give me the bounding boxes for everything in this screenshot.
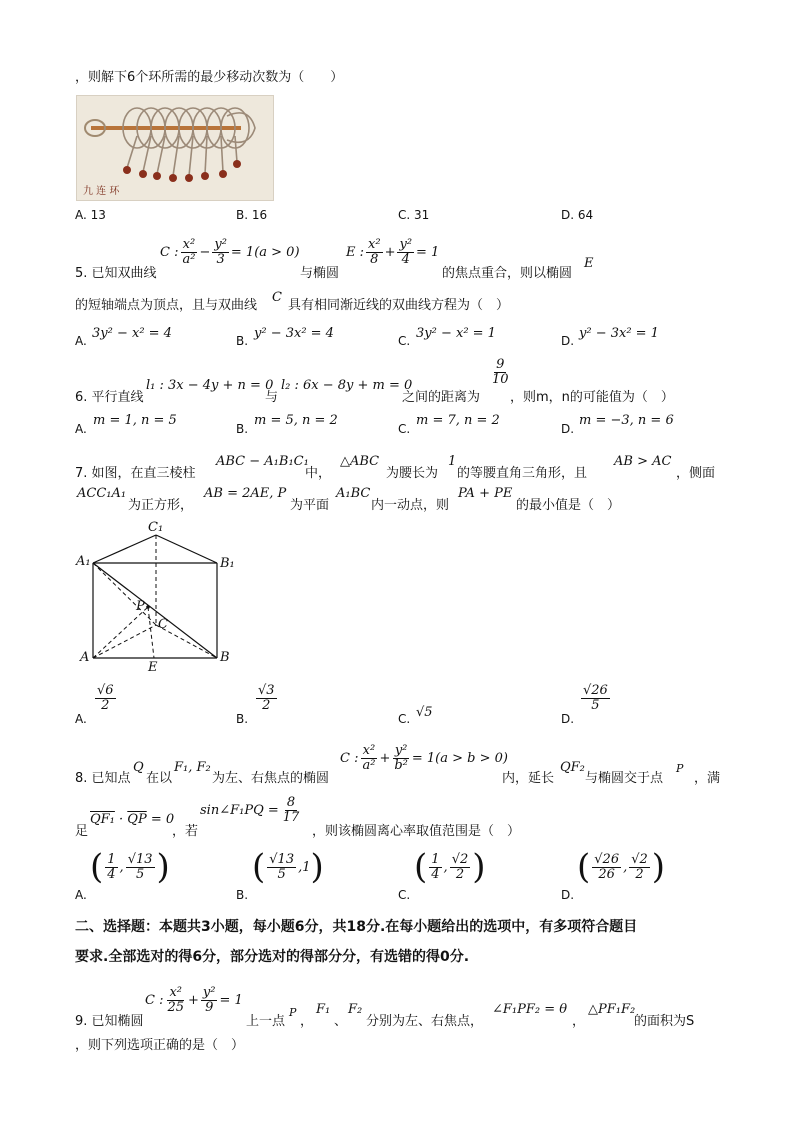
q7-option-d-label: D. (561, 712, 575, 726)
q5-number: 5. 已知双曲线 (75, 266, 157, 281)
q7-plane: A₁BC (336, 486, 371, 501)
q9-f2: F₂ (348, 1002, 363, 1017)
q9-mid3: ， (572, 1014, 586, 1029)
q8-ellipse-eq: C : $\frac{\text{x²}}{\text{a²}}$ + $\frac{\text{y²}}{\text{b²}}$ = 1(a > b > 0) (340, 743, 508, 773)
q9-triangle: △PF₁F₂ (588, 1002, 636, 1017)
q8-option-a: ( $\frac{1}{4}$ , $\frac{√13}{5}$ ) (90, 847, 170, 887)
q7-face: ACC₁A₁ (77, 486, 127, 501)
q7-option-c-label: C. (398, 712, 411, 726)
q8-line1d: 内，延长 (502, 771, 555, 786)
q8-option-a-label: A. (75, 888, 87, 902)
q4-option-d: D. 64 (561, 208, 594, 222)
q9-sep: ， (300, 1014, 314, 1029)
q7-line1a: 7. 如图，在直三棱柱 (75, 466, 196, 481)
q6-line-l1: l₁ : 3x − 4y + n = 0 (146, 378, 274, 393)
label-b1: B₁ (220, 556, 235, 571)
q9-dun: 、 (334, 1014, 348, 1029)
q8-line2c: ，则该椭圆离心率取值范围是（ ） (312, 824, 521, 839)
q4-option-c: C. 31 (398, 208, 430, 222)
q8-q: Q (133, 760, 144, 775)
label-a: A (80, 650, 90, 665)
q7-option-a: $\frac{√6}{2}$ (97, 683, 114, 713)
q7-line1d: 的等腰直角三角形，且 (457, 466, 588, 481)
q9-line2: ，则下列选项正确的是（ ） (75, 1038, 245, 1053)
q8-line1e: 与椭圆交于点 (585, 771, 664, 786)
q5-option-b-label: B. (236, 334, 249, 348)
q7-triangle: △ABC (340, 454, 380, 469)
q7-prism: ABC − A₁B₁C₁ (216, 454, 309, 469)
q8-dot-product: $QF_1 \cdot \overline{QP} = 0$ (90, 812, 175, 827)
q9-f1: F₁ (316, 1002, 331, 1017)
q8-qf2: QF₂ (560, 760, 585, 775)
q9-mid4: 的面积为S (634, 1014, 695, 1029)
q8-option-c: ( $\frac{1}{4}$ , $\frac{√2}{2}$ ) (414, 847, 486, 887)
q6-distance: $\frac{9}{10}$ (492, 357, 509, 387)
q6-option-a-label: A. (75, 422, 87, 436)
q8-option-d-label: D. (561, 888, 575, 902)
q5-line2a: 的短轴端点为顶点，且与双曲线 (75, 298, 258, 313)
q5-ellipse-eq: E : $\frac{\text{x²}}{8}$ + $\frac{\text{y²}}{4}$ = 1 (346, 237, 440, 267)
label-e: E (148, 660, 158, 675)
q6-dist-text: 之间的距离为 (402, 390, 481, 405)
q6-option-b: m = 5, n = 2 (254, 413, 338, 428)
q6-tail: ，则m，n的可能值为（ ） (510, 390, 674, 405)
q6-option-d: m = −3, n = 6 (579, 413, 674, 428)
label-p: P (136, 599, 145, 614)
q8-option-d: ( $\frac{√26}{26}$ , $\frac{√2}{2}$ ) (577, 847, 666, 887)
q8-line1b: 在以 (146, 771, 173, 786)
label-a1: A₁ (76, 554, 91, 569)
q5-line2b: 具有相同渐近线的双曲线方程为（ ） (288, 298, 510, 313)
section2-line2: 要求.全部选对的得6分，部分选对的得部分分，有选错的得0分. (75, 949, 470, 965)
label-c: C (158, 617, 168, 632)
q7-option-b: $\frac{√3}{2}$ (258, 683, 275, 713)
q5-option-b: y² − 3x² = 4 (254, 326, 334, 341)
q9-mid2: 分别为左、右焦点， (366, 1014, 484, 1029)
q9-mid1: 上一点 (246, 1014, 286, 1029)
q7-option-d: $\frac{√26}{5}$ (583, 683, 608, 713)
section2-line1: 二、选择题：本题共3小题，每小题6分，共18分.在每小题给出的选项中，有多项符合题目 (75, 919, 638, 935)
q6-option-d-label: D. (561, 422, 575, 436)
photo-caption: 九 连 环 (83, 186, 120, 197)
nine-rings-illustration (77, 96, 273, 200)
q8-option-b-label: B. (236, 888, 249, 902)
q5-option-d-label: D. (561, 334, 575, 348)
q7-line1e: ，侧面 (676, 466, 716, 481)
q7-option-a-label: A. (75, 712, 87, 726)
q5-option-c-label: C. (398, 334, 411, 348)
q7-line2d: 的最小值是（ ） (516, 498, 621, 513)
q8-line1f: ，满 (694, 771, 721, 786)
q7-one: 1 (448, 454, 457, 469)
q8-foci: F₁, F₂ (174, 760, 211, 775)
label-c1: C₁ (148, 520, 164, 535)
q7-expr: PA + PE (458, 486, 513, 501)
q8-line2a: 足 (75, 824, 89, 839)
q6-number: 6. 平行直线 (75, 390, 144, 405)
q5-tail1: 的焦点重合，则以椭圆 (442, 266, 573, 281)
q6-option-c: m = 7, n = 2 (416, 413, 500, 428)
q9-p: P (289, 1006, 297, 1019)
q8-option-c-label: C. (398, 888, 411, 902)
q5-option-a-label: A. (75, 334, 87, 348)
q7-line2a: 为正方形， (128, 498, 194, 513)
nine-rings-photo (76, 95, 274, 201)
q7-line1c: 为腰长为 (386, 466, 439, 481)
q8-line1c: 为左、右焦点的椭圆 (212, 771, 330, 786)
label-b: B (220, 650, 230, 665)
q5-mid: 与椭圆 (300, 266, 340, 281)
q6-option-b-label: B. (236, 422, 249, 436)
q6-line-l2: l₂ : 6x − 8y + m = 0 (281, 378, 413, 393)
q7-inequality: AB > AC (614, 454, 672, 469)
q6-option-c-label: C. (398, 422, 411, 436)
q8-p: P (676, 762, 684, 775)
q7-option-b-label: B. (236, 712, 249, 726)
q8-line2b: ，若 (172, 824, 199, 839)
q9-ellipse-eq: C : $\frac{\text{x²}}{25}$ + $\frac{\text{y²}}{9}$ = 1 (145, 985, 243, 1015)
q7-line1b: 中， (305, 466, 332, 481)
q5-option-d: y² − 3x² = 1 (579, 326, 659, 341)
q5-hyperbola-eq: C : $\frac{\text{x²}}{\text{a²}}$ − $\frac{\text{y²}}{3}$ = 1(a > 0) (160, 237, 300, 267)
q7-option-c: √5 (416, 705, 433, 720)
q7-vector: AB = 2AE, P (204, 486, 287, 501)
q8-sine: sin∠F₁PQ = $\frac{8}{17}$ (200, 795, 300, 825)
q5-option-a: 3y² − x² = 4 (92, 326, 172, 341)
q4-option-b: B. 16 (236, 208, 268, 222)
q4-tail: ，则解下6个环所需的最少移动次数为（ ） (75, 70, 344, 85)
q5-option-c: 3y² − x² = 1 (416, 326, 496, 341)
q7-line2b: 为平面 (290, 498, 330, 513)
q9-number: 9. 已知椭圆 (75, 1014, 144, 1029)
q8-line1a: 8. 已知点 (75, 771, 131, 786)
q7-line2c: 内一动点，则 (371, 498, 450, 513)
q4-option-a: A. 13 (75, 208, 106, 222)
q6-mid: 与 (265, 390, 279, 405)
q5-e-label: E (584, 256, 594, 271)
q6-option-a: m = 1, n = 5 (93, 413, 177, 428)
q8-option-b: ( $\frac{√13}{5}$ ,1 ) (252, 847, 324, 887)
q9-angle: ∠F₁PF₂ = θ (492, 1002, 568, 1017)
q5-c-label: C (272, 290, 282, 305)
prism-figure (70, 515, 240, 675)
